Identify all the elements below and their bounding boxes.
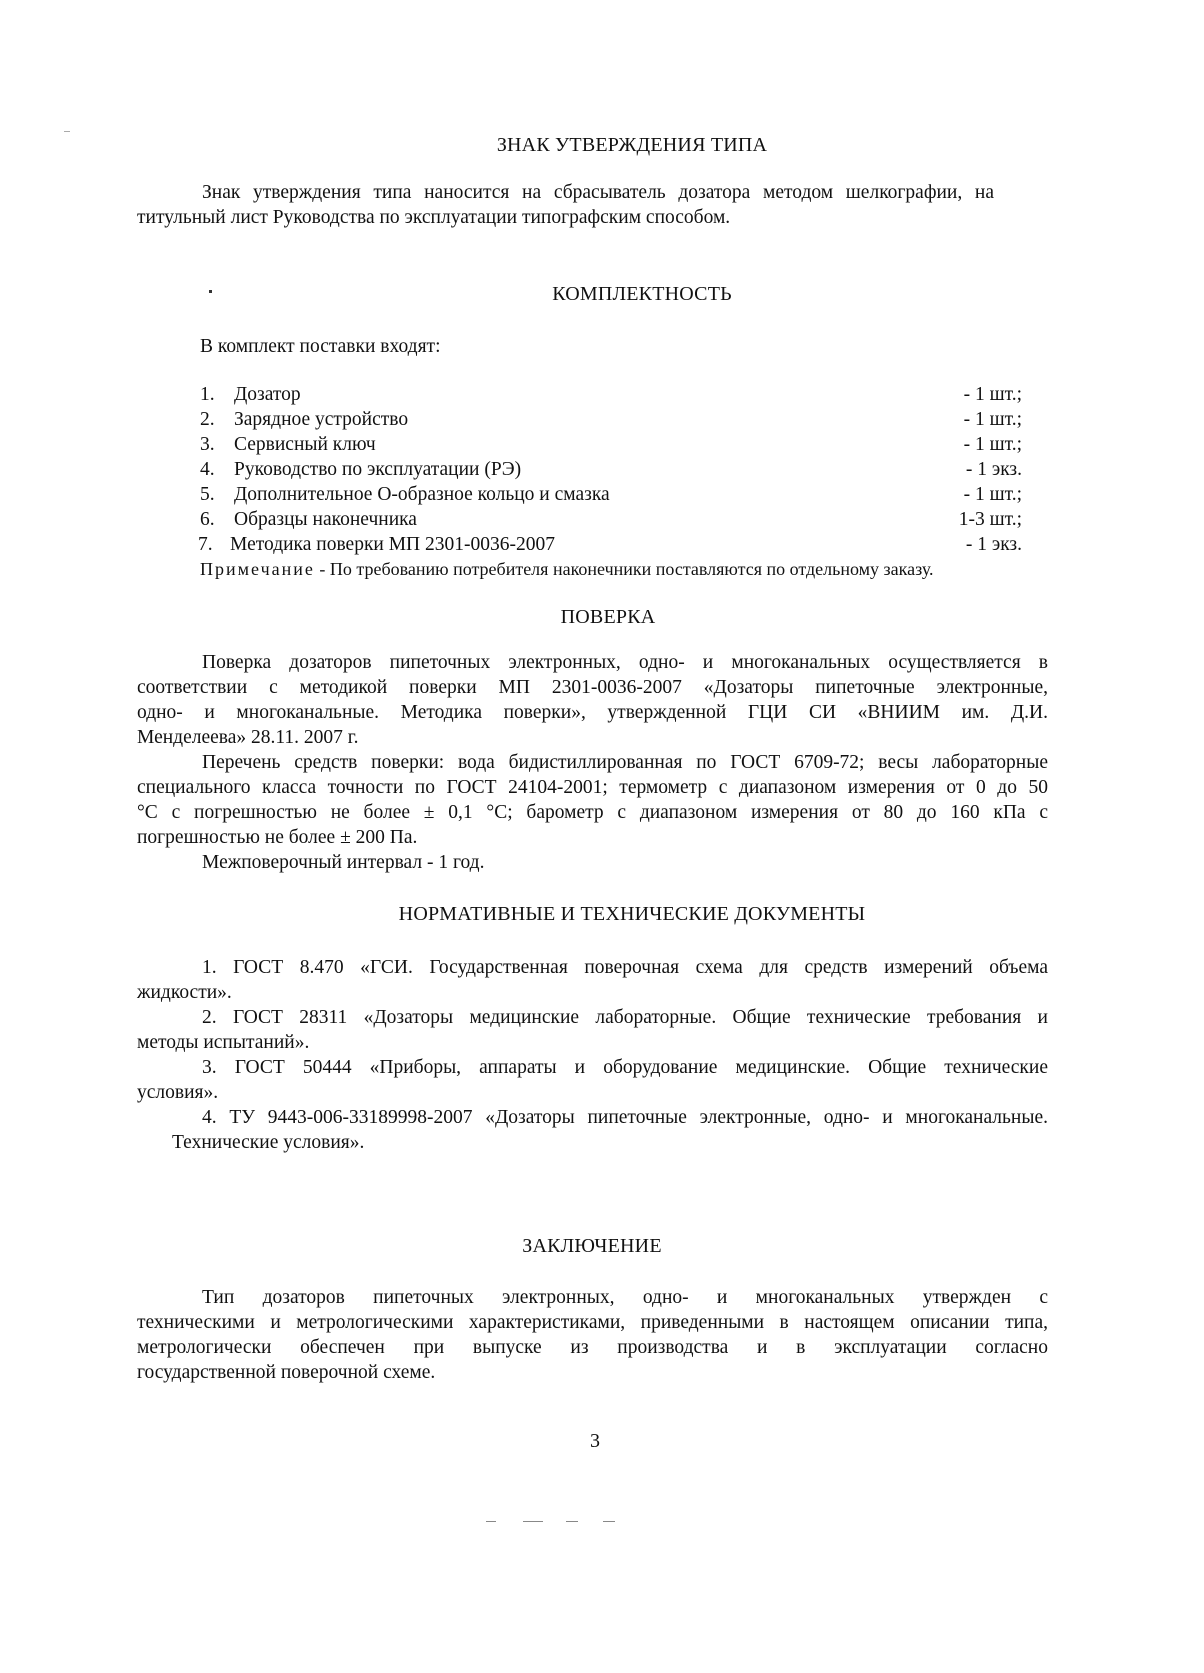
verification-p1-line1: Поверка дозаторов пипеточных электронных, одно- и многоканальных осуществляется в xyxy=(202,652,1048,673)
scan-artifact xyxy=(486,1521,496,1522)
normative-doc-3-line2: условия». xyxy=(137,1082,219,1103)
item-number: 2. xyxy=(200,409,215,430)
normative-doc-1-line1: 1. ГОСТ 8.470 «ГСИ. Государственная поверочная схема для средств измерений объема xyxy=(202,957,1048,978)
page-number: 3 xyxy=(590,1430,600,1452)
item-name: Образцы наконечника xyxy=(234,509,417,530)
item-qty: - 1 экз. xyxy=(965,534,1022,555)
verification-p2-line4: погрешностью не более ± 200 Па. xyxy=(137,827,418,848)
item-qty: - 1 шт.; xyxy=(963,434,1022,455)
item-number: 1. xyxy=(200,384,215,405)
completeness-note xyxy=(200,559,934,580)
scan-artifact xyxy=(523,1521,543,1522)
section-title-verification: ПОВЕРКА xyxy=(560,606,656,628)
normative-doc-2-line2: методы испытаний». xyxy=(137,1032,310,1053)
section-title-conclusion: ЗАКЛЮЧЕНИЕ xyxy=(522,1235,662,1257)
item-number: 4. xyxy=(200,459,215,480)
list-item xyxy=(200,459,1022,484)
item-name: Зарядное устройство xyxy=(234,409,409,430)
normative-doc-2-line1: 2. ГОСТ 28311 «Дозаторы медицинские лабораторные. Общие технические требования и xyxy=(202,1007,1048,1028)
list-item xyxy=(198,534,1022,559)
list-item xyxy=(200,484,1022,509)
item-name: Сервисный ключ xyxy=(234,434,376,455)
item-name: Руководство по эксплуатации (РЭ) xyxy=(234,459,522,480)
verification-p2-line1: Перечень средств поверки: вода бидистиллированная по ГОСТ 6709-72; весы лабораторные xyxy=(202,752,1048,773)
scan-artifact xyxy=(566,1521,578,1522)
section-title-approval-mark: ЗНАК УТВЕРЖДЕНИЯ ТИПА xyxy=(496,134,768,156)
conclusion-line1: Тип дозаторов пипеточных электронных, одно- и многоканальных утвержден с xyxy=(202,1287,1048,1308)
completeness-intro: В комплект поставки входят: xyxy=(200,336,441,357)
item-name: Дозатор xyxy=(234,384,301,405)
normative-doc-4-line2: Технические условия». xyxy=(172,1132,365,1153)
list-item xyxy=(200,409,1022,434)
item-name: Дополнительное О-образное кольцо и смазка xyxy=(234,484,610,505)
normative-doc-3-line1: 3. ГОСТ 50444 «Приборы, аппараты и оборудование медицинские. Общие технические xyxy=(202,1057,1048,1078)
normative-doc-4-line1: 4. ТУ 9443-006-33189998-2007 «Дозаторы пипеточные электронные, одно- и многоканальные. xyxy=(202,1107,1048,1128)
approval-mark-text-line1: Знак утверждения типа наносится на сбрасыватель дозатора методом шелкографии, на xyxy=(202,182,994,203)
verification-p1-line4: Менделеева» 28.11. 2007 г. xyxy=(137,727,359,748)
item-qty: 1-3 шт.; xyxy=(958,509,1022,530)
item-qty: - 1 экз. xyxy=(965,459,1022,480)
conclusion-line2: техническими и метрологическими характеристиками, приведенными в настоящем описании типа, xyxy=(137,1312,1048,1333)
verification-p2-line2: специального класса точности по ГОСТ 24104-2001; термометр с диапазоном измерения от 0 до 50 xyxy=(137,777,1048,798)
note-label: Примечание xyxy=(200,559,315,579)
scan-artifact xyxy=(603,1521,615,1522)
item-number: 3. xyxy=(200,434,215,455)
approval-mark-text-line2: титульный лист Руководства по эксплуатации типографским способом. xyxy=(137,207,731,228)
conclusion-line4: государственной поверочной схеме. xyxy=(137,1362,436,1383)
section-title-completeness: КОМПЛЕКТНОСТЬ xyxy=(552,283,732,305)
item-number: 6. xyxy=(200,509,215,530)
normative-doc-1-line2: жидкости». xyxy=(137,982,232,1003)
item-qty: - 1 шт.; xyxy=(963,409,1022,430)
list-item xyxy=(200,509,1022,534)
note-text: - По требованию потребителя наконечники поставляются по отдельному заказу. xyxy=(314,559,934,579)
scan-artifact xyxy=(64,131,70,132)
item-name: Методика поверки МП 2301-0036-2007 xyxy=(230,534,556,555)
list-item xyxy=(200,384,1022,409)
verification-p2-line3: °С с погрешностью не более ± 0,1 °С; барометр с диапазоном измерения от 80 до 160 кПа с xyxy=(137,802,1048,823)
item-number: 7. xyxy=(198,534,213,555)
verification-interval: Межповерочный интервал - 1 год. xyxy=(202,852,485,873)
verification-p1-line3: одно- и многоканальные. Методика поверки», утвержденной ГЦИ СИ «ВНИИМ им. Д.И. xyxy=(137,702,1048,723)
conclusion-line3: метрологически обеспечен при выпуске из производства и в эксплуатации согласно xyxy=(137,1337,1048,1358)
list-item xyxy=(200,434,1022,459)
section-title-normative-docs: НОРМАТИВНЫЕ И ТЕХНИЧЕСКИЕ ДОКУМЕНТЫ xyxy=(398,903,866,925)
item-number: 5. xyxy=(200,484,215,505)
item-qty: - 1 шт.; xyxy=(963,484,1022,505)
item-qty: - 1 шт.; xyxy=(963,384,1022,405)
verification-p1-line2: соответствии с методикой поверки МП 2301-0036-2007 «Дозаторы пипеточные электронные, xyxy=(137,677,1048,698)
